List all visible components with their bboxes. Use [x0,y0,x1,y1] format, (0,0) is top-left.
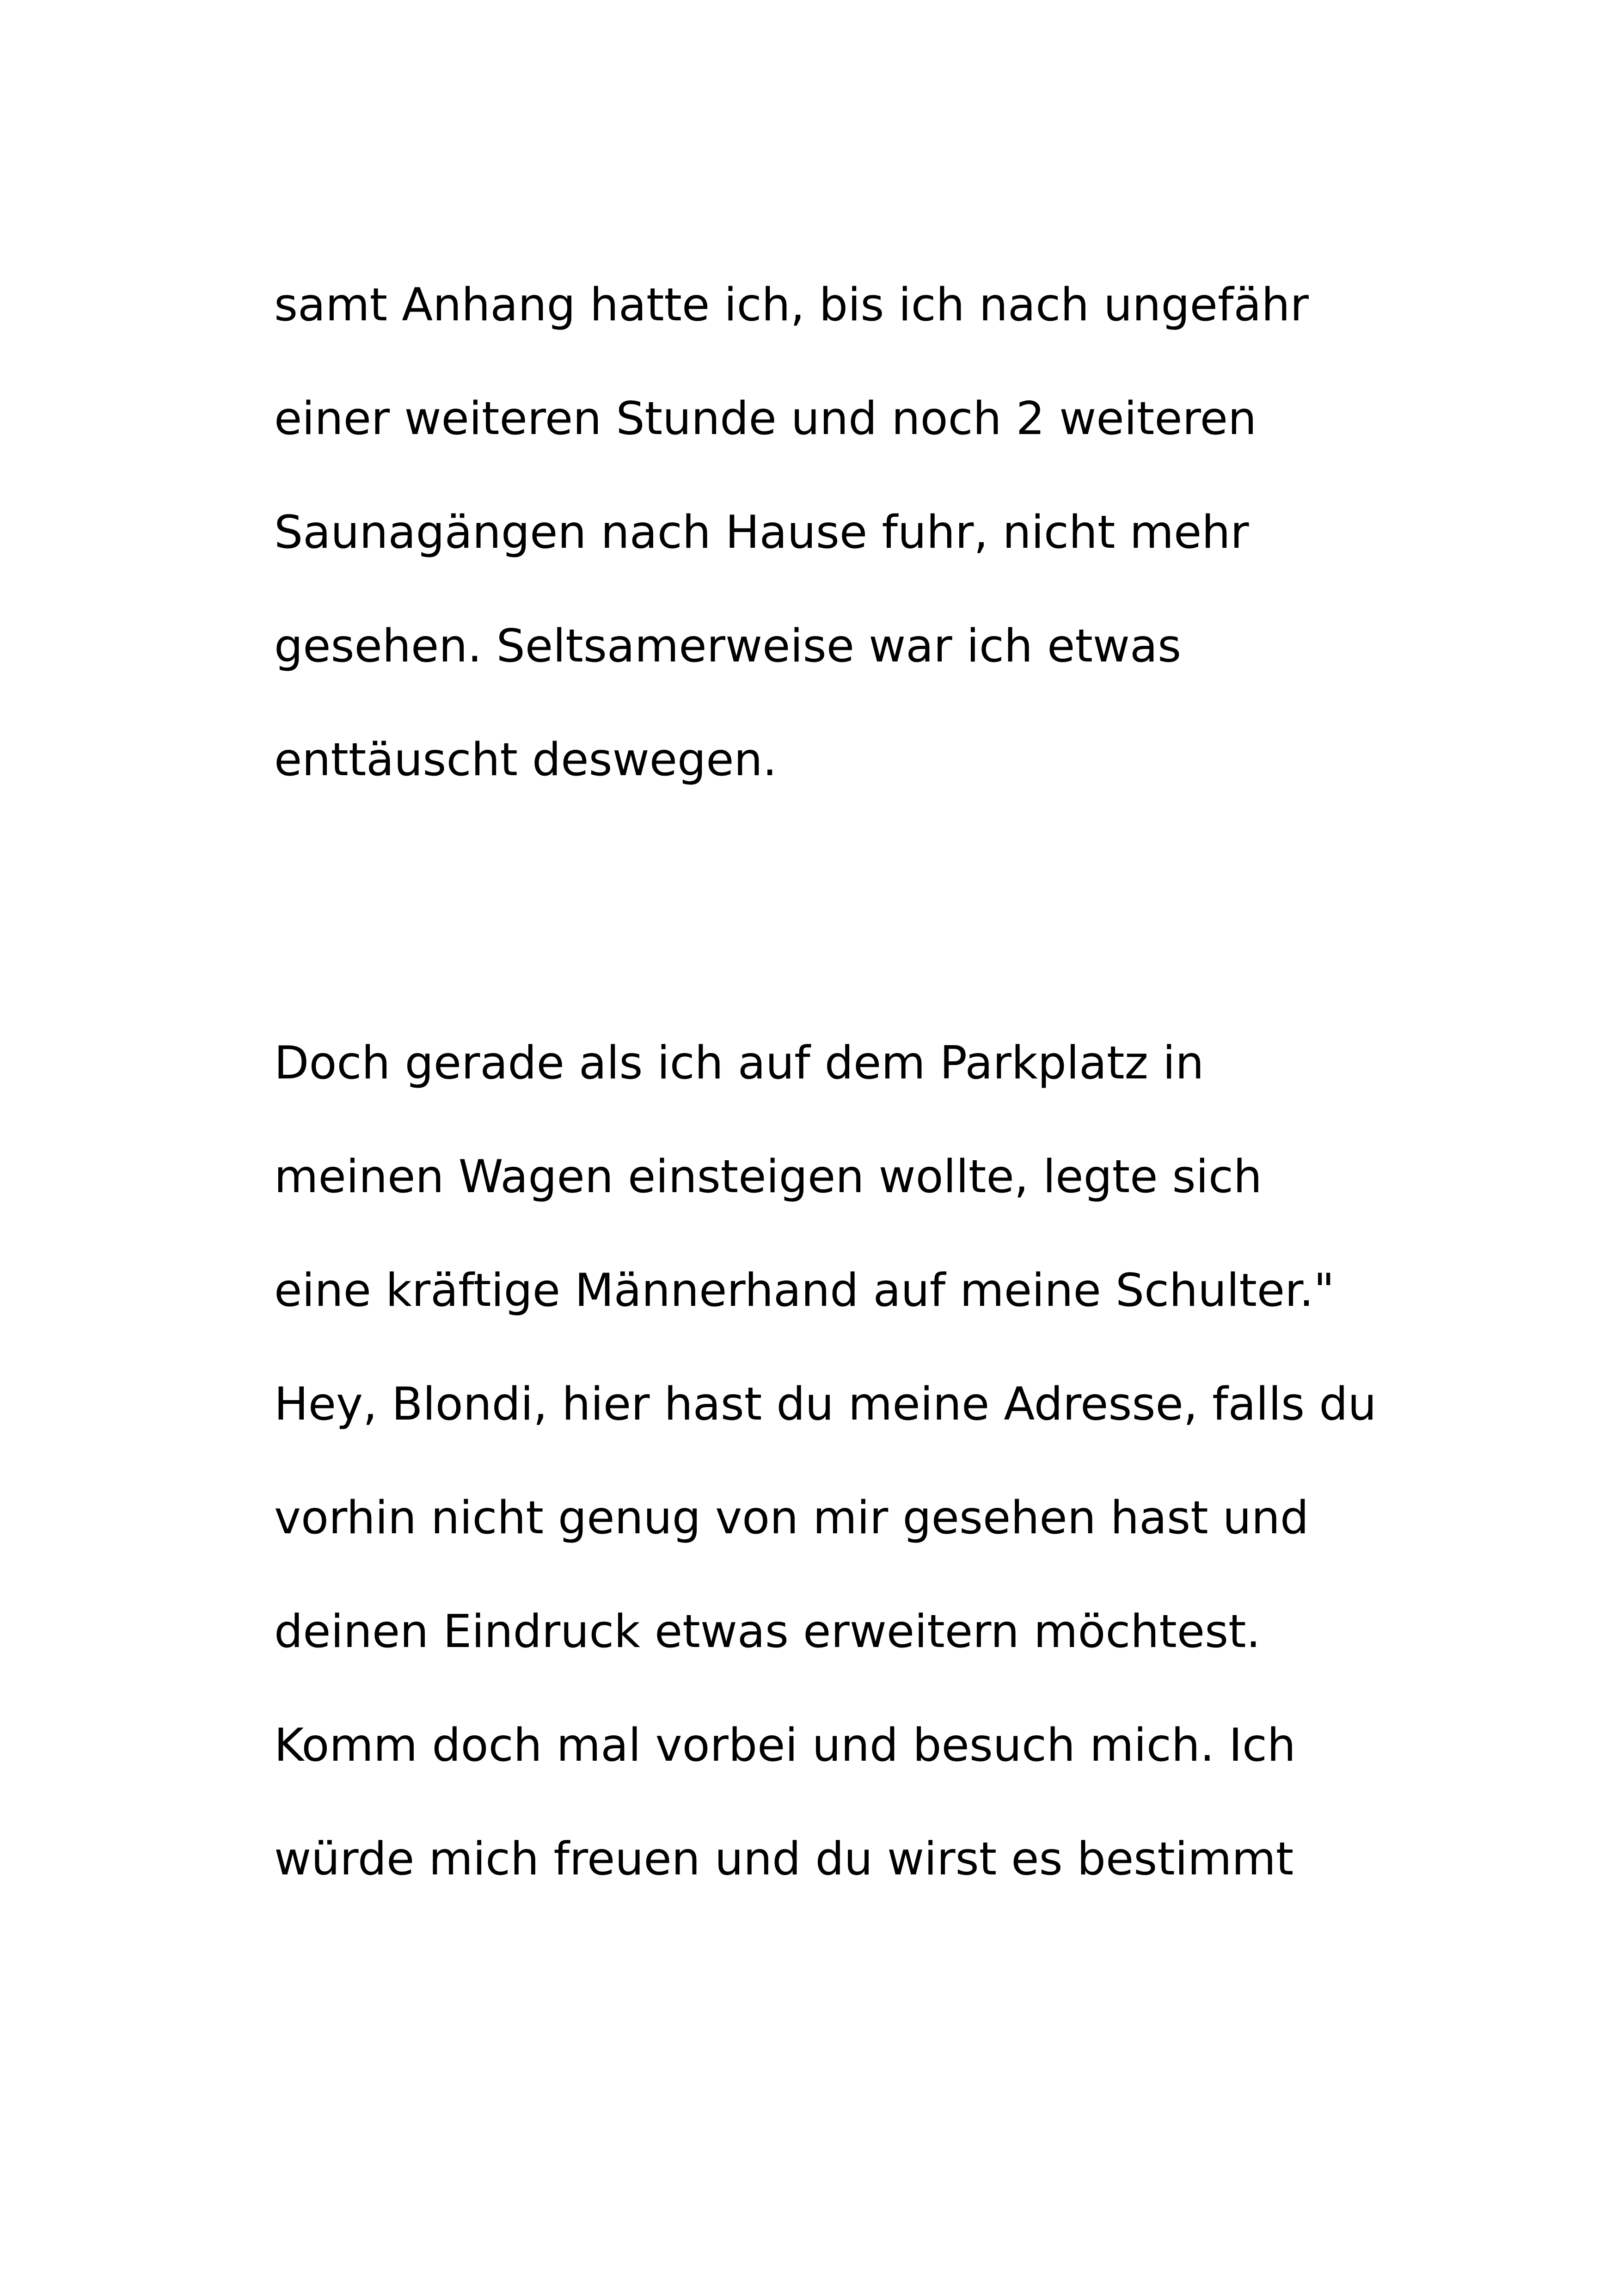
text-line: Doch gerade als ich auf dem Parkplatz in [274,1037,1204,1090]
text-line: Komm doch mal vorbei und besuch mich. Ich [274,1719,1296,1772]
text-line: würde mich freuen und du wirst es bestimmt [274,1833,1294,1886]
text-line: Saunagängen nach Hause fuhr, nicht mehr [274,506,1249,559]
text-line: vorhin nicht genug von mir gesehen hast und [274,1492,1309,1544]
text-line: meinen Wagen einsteigen wollte, legte sich [274,1151,1262,1203]
text-line: eine kräftige Männerhand auf meine Schulter." [274,1264,1335,1317]
text-line: deinen Eindruck etwas erweitern möchtest. [274,1605,1261,1658]
text-line: Hey, Blondi, hier hast du meine Adresse, falls du [274,1378,1377,1431]
text-line: enttäuscht deswegen. [274,734,777,786]
text-line: gesehen. Seltsamerweise war ich etwas [274,620,1182,673]
text-line: samt Anhang hatte ich, bis ich nach ungefähr [274,279,1309,331]
text-line: einer weiteren Stunde und noch 2 weiteren [274,392,1257,445]
